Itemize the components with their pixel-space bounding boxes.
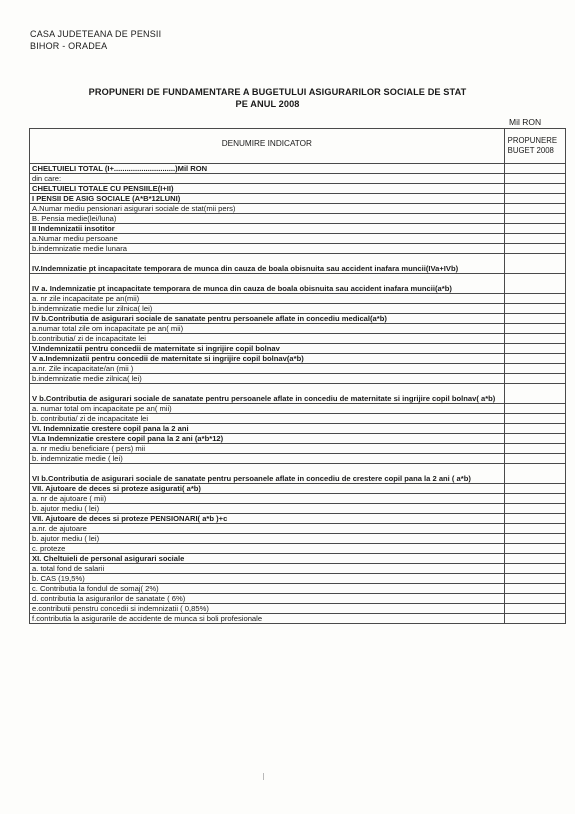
budget-value-cell[interactable] [504, 294, 565, 304]
budget-value-cell[interactable] [504, 594, 565, 604]
table-row [30, 164, 566, 174]
indicator-label: VI b.Contributia de asigurari sociale de sanatate pentru persoanele aflate in concediu de crestere copil pana la 2 ani ( a*b) [30, 464, 505, 484]
table-body [30, 164, 566, 624]
table-row [30, 414, 566, 424]
table-row [30, 204, 566, 214]
budget-value-cell[interactable] [504, 374, 565, 384]
budget-value-cell[interactable] [504, 224, 565, 234]
indicator-label: a.Numar mediu persoane [30, 234, 505, 244]
indicator-label: b.indemnizatie medie lunara [30, 244, 505, 254]
budget-value-cell[interactable] [504, 214, 565, 224]
budget-value-cell[interactable] [504, 544, 565, 554]
indicator-label: VII. Ajutoare de deces si proteze PENSIONARI( a*b )+c [30, 514, 505, 524]
scan-mark [263, 773, 264, 780]
table-row [30, 224, 566, 234]
budget-value-cell[interactable] [504, 584, 565, 594]
table-header-row [30, 129, 566, 164]
table-row [30, 534, 566, 544]
table-row [30, 404, 566, 414]
indicator-label: a.nr. de ajutoare [30, 524, 505, 534]
budget-value-cell[interactable] [504, 204, 565, 214]
column-header-budget: PROPUNERE BUGET 2008 [504, 129, 565, 164]
indicator-label: V b.Contributia de asigurari sociale de sanatate pentru persoanele aflate in concediu de maternitate si ingrijire copil bolnav( a*b) [30, 384, 505, 404]
indicator-label: b. indemnizatie medie ( lei) [30, 454, 505, 464]
title-line-1: PROPUNERI DE FUNDAMENTARE A BUGETULUI ASIGURARILOR SOCIALE DE STAT [88, 87, 467, 97]
indicator-label: b. ajutor mediu ( lei) [30, 504, 505, 514]
budget-value-cell[interactable] [504, 354, 565, 364]
indicator-label: I PENSII DE ASIG SOCIALE (A*B*12LUNI) [30, 194, 505, 204]
budget-value-cell[interactable] [504, 574, 565, 584]
budget-value-cell[interactable] [504, 414, 565, 424]
indicator-label: IV b.Contributia de asigurari sociale de sanatate pentru persoanele aflate in concediu medical(a*b) [30, 314, 505, 324]
indicator-label: c. Contributia la fondul de somaj( 2%) [30, 584, 505, 594]
table-row [30, 234, 566, 244]
table-row [30, 554, 566, 564]
table-row [30, 604, 566, 614]
table-row [30, 274, 566, 294]
indicator-label: b. ajutor mediu ( lei) [30, 534, 505, 544]
indicator-label: din care: [30, 174, 505, 184]
table-row [30, 564, 566, 574]
indicator-label: a. nr zile incapacitate pe an(mii) [30, 294, 505, 304]
indicator-label: CHELTUIELI TOTAL (I+.............................)Mil RON [30, 164, 505, 174]
budget-value-cell[interactable] [504, 524, 565, 534]
table-row [30, 354, 566, 364]
budget-value-cell[interactable] [504, 194, 565, 204]
indicator-label: a. nr de ajutoare ( mii) [30, 494, 505, 504]
indicator-label: b.indemnizatie medie lur zilnica( lei) [30, 304, 505, 314]
indicator-label: IV.Indemnizatie pt incapacitate temporara de munca din cauza de boala obisnuita sau accident inafara muncii(IVa+IVb) [30, 254, 505, 274]
table-row [30, 504, 566, 514]
document-header [30, 28, 161, 52]
budget-value-cell[interactable] [504, 564, 565, 574]
document-title [0, 86, 575, 110]
indicator-label: b.indemnizatie medie zilnica( lei) [30, 374, 505, 384]
indicator-label: a. total fond de salarii [30, 564, 505, 574]
budget-value-cell[interactable] [504, 174, 565, 184]
indicator-label: f.contributia la asigurarile de accidente de munca si boli profesionale [30, 614, 505, 624]
indicator-label: VII. Ajutoare de deces si proteze asigurati( a*b) [30, 484, 505, 494]
table-row [30, 484, 566, 494]
table-row [30, 584, 566, 594]
budget-value-cell[interactable] [504, 244, 565, 254]
column-header-indicator: DENUMIRE INDICATOR [30, 129, 505, 164]
table-row [30, 304, 566, 314]
budget-value-cell[interactable] [504, 314, 565, 324]
table-row [30, 434, 566, 444]
table-row [30, 344, 566, 354]
table-row [30, 444, 566, 454]
indicator-label: b. contributia/ zi de incapacitate lei [30, 414, 505, 424]
budget-value-cell[interactable] [504, 444, 565, 454]
title-line-2: PE ANUL 2008 [235, 99, 300, 109]
table-row [30, 464, 566, 484]
indicator-label: e.contributii penstru concedii si indemnizatii ( 0,85%) [30, 604, 505, 614]
indicator-label: XI. Cheltuieli de personal asigurari sociale [30, 554, 505, 564]
budget-value-cell[interactable] [504, 324, 565, 334]
table-row [30, 574, 566, 584]
indicator-label: d. contributia la asigurarilor de sanatate ( 6%) [30, 594, 505, 604]
table-row [30, 324, 566, 334]
budget-value-cell[interactable] [504, 424, 565, 434]
budget-value-cell[interactable] [504, 534, 565, 544]
table-row [30, 334, 566, 344]
indicator-label: c. proteze [30, 544, 505, 554]
table-row [30, 294, 566, 304]
institution-location: BIHOR - ORADEA [30, 41, 108, 51]
budget-value-cell[interactable] [504, 344, 565, 354]
indicator-label: a.numar total zile om incapacitate pe an( mii) [30, 324, 505, 334]
budget-value-cell[interactable] [504, 384, 565, 404]
table-row [30, 174, 566, 184]
indicator-label: a. numar total om incapacitate pe an( mii) [30, 404, 505, 414]
table-row [30, 544, 566, 554]
table-row [30, 254, 566, 274]
budget-value-cell[interactable] [504, 504, 565, 514]
table-row [30, 184, 566, 194]
indicator-label: V a.Indemnizatii pentru concedii de maternitate si ingrijire copil bolnav(a*b) [30, 354, 505, 364]
table-row [30, 244, 566, 254]
table-row [30, 514, 566, 524]
indicator-label: b.contributia/ zi de incapacitate lei [30, 334, 505, 344]
budget-table [29, 128, 566, 624]
budget-value-cell[interactable] [504, 404, 565, 414]
table-row [30, 424, 566, 434]
budget-value-cell[interactable] [504, 494, 565, 504]
budget-value-cell[interactable] [504, 184, 565, 194]
budget-value-cell[interactable] [504, 484, 565, 494]
budget-value-cell[interactable] [504, 364, 565, 374]
table-row [30, 374, 566, 384]
institution-name: CASA JUDETEANA DE PENSII [30, 29, 162, 39]
table-row [30, 594, 566, 604]
indicator-label: A.Numar mediu pensionari asigurari sociale de stat(mii pers) [30, 204, 505, 214]
indicator-label: VI.a Indemnizatie crestere copil pana la 2 ani (a*b*12) [30, 434, 505, 444]
indicator-label: II Indemnizatii insotitor [30, 224, 505, 234]
budget-value-cell[interactable] [504, 164, 565, 174]
budget-value-cell[interactable] [504, 554, 565, 564]
table-row [30, 364, 566, 374]
table-row [30, 384, 566, 404]
budget-value-cell[interactable] [504, 254, 565, 274]
budget-value-cell[interactable] [504, 464, 565, 484]
budget-value-cell[interactable] [504, 514, 565, 524]
indicator-label: VI. Indemnizatie crestere copil pana la 2 ani [30, 424, 505, 434]
indicator-label: B. Pensia medie(lei/luna) [30, 214, 505, 224]
table-row [30, 454, 566, 464]
budget-value-cell[interactable] [504, 234, 565, 244]
indicator-label: CHELTUIELI TOTALE CU PENSIILE(I+II) [30, 184, 505, 194]
indicator-label: b. CAS (19,5%) [30, 574, 505, 584]
budget-value-cell[interactable] [504, 304, 565, 314]
table-row [30, 524, 566, 534]
table-row [30, 494, 566, 504]
table-row [30, 314, 566, 324]
budget-value-cell[interactable] [504, 274, 565, 294]
budget-value-cell[interactable] [504, 454, 565, 464]
budget-value-cell[interactable] [504, 334, 565, 344]
indicator-label: IV a. Indemnizatie pt incapacitate temporara de munca din cauza de boala obisnuita sau accident inafara muncii(a*b) [30, 274, 505, 294]
budget-value-cell[interactable] [504, 604, 565, 614]
budget-value-cell[interactable] [504, 614, 565, 624]
table-row [30, 214, 566, 224]
indicator-label: a.nr. Zile incapacitate/an (mii ) [30, 364, 505, 374]
budget-value-cell[interactable] [504, 434, 565, 444]
table-row [30, 194, 566, 204]
table-row [30, 614, 566, 624]
indicator-label: V.Indemnizatii pentru concedii de maternitate si ingrijire copil bolnav [30, 344, 505, 354]
unit-label: Mil RON [509, 117, 542, 127]
indicator-label: a. nr mediu beneficiare ( pers) mii [30, 444, 505, 454]
